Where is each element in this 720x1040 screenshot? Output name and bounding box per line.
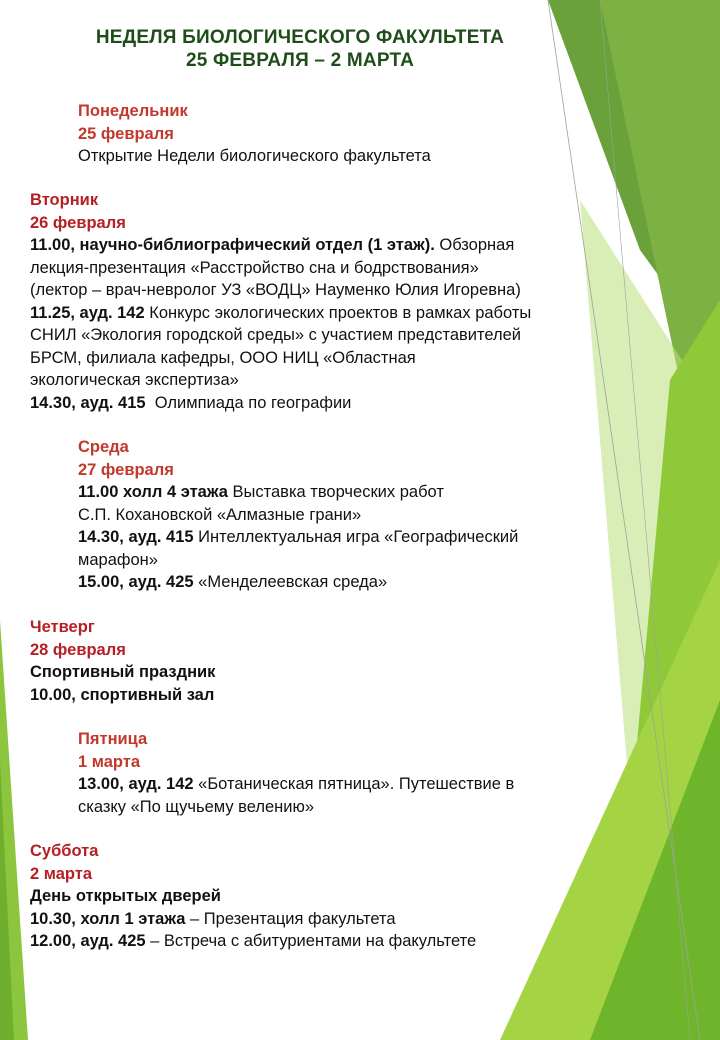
- day-friday: [78, 728, 514, 818]
- event-3: [30, 930, 476, 953]
- event-text: Конкурс экологических проектов в рамках работы: [144, 303, 532, 322]
- day-date: 26 февраля: [30, 213, 126, 232]
- day-date: 2 марта: [30, 864, 93, 883]
- event-text: «Менделеевская среда»: [193, 573, 388, 591]
- event-time-place: 12.00, ауд. 425: [30, 932, 146, 950]
- event-text-line: С.П. Кохановской «Алмазные грани»: [78, 505, 362, 524]
- event-1: [30, 234, 531, 257]
- event-3: [30, 392, 531, 415]
- event-text: Выставка творческих работ: [227, 483, 444, 501]
- event-time-place: 15.00, ауд. 425: [78, 573, 194, 591]
- event-text: Интеллектуальная игра «Географический: [193, 528, 519, 546]
- event-2: [78, 526, 518, 549]
- day-date: 27 февраля: [78, 460, 174, 479]
- event-time-place: 13.00, ауд. 142: [78, 775, 194, 793]
- title-line-1: НЕДЕЛЯ БИОЛОГИЧЕСКОГО ФАКУЛЬТЕТА: [95, 27, 505, 48]
- event-time-place: 14.30, ауд. 415: [30, 393, 146, 412]
- day-name: Четверг: [30, 618, 95, 636]
- event-text: – Презентация факультета: [185, 909, 396, 928]
- event-text: Обзорная: [434, 236, 515, 254]
- event-text-line: сказку «По щучьему велению»: [78, 797, 315, 816]
- event-time-place: 11.00, научно-библиографический отдел (1 этаж).: [30, 236, 435, 254]
- event-text: Открытие Недели биологического факультета: [78, 147, 431, 165]
- day-thursday: [30, 616, 215, 706]
- event-text-line: марафон»: [78, 550, 158, 569]
- event-text-line: лекция-презентация «Расстройство сна и бодрствования»: [30, 258, 479, 277]
- event-time-place: 14.30, ауд. 415: [78, 528, 194, 546]
- event-text-line: (лектор – врач-невролог УЗ «ВОДЦ» Науменко Юлия Игоревна): [30, 281, 521, 299]
- day-wednesday: [78, 436, 518, 594]
- day-date: 25 февраля: [78, 124, 174, 143]
- event-1: [78, 773, 514, 796]
- page-title: [0, 26, 600, 72]
- event-time-place: 10.00, спортивный зал: [30, 685, 215, 704]
- day-name: Пятница: [78, 730, 148, 748]
- day-saturday: [30, 840, 476, 953]
- event-text: – Встреча с абитуриентами на факультете: [145, 932, 477, 950]
- event-time-place: 11.25, ауд. 142: [30, 303, 145, 322]
- event-text: «Ботаническая пятница». Путешествие в: [193, 775, 515, 793]
- event-2: [30, 684, 215, 707]
- day-name: Вторник: [30, 191, 99, 209]
- event-text-line: СНИЛ «Экология городской среды» с участием представителей: [30, 326, 522, 344]
- title-line-2: 25 ФЕВРАЛЯ – 2 МАРТА: [185, 50, 415, 71]
- event-3: [78, 571, 518, 594]
- day-name: Понедельник: [78, 102, 188, 120]
- event-1: [30, 885, 476, 908]
- day-tuesday: [30, 189, 531, 414]
- event-text-line: БРСМ, филиала кафедры, ООО НИЦ «Областная: [30, 348, 416, 367]
- event-title: Спортивный праздник: [30, 663, 216, 681]
- event-2: [30, 302, 531, 325]
- event-time-place: 11.00 холл 4 этажа: [78, 483, 228, 501]
- day-monday: [78, 100, 431, 168]
- event-1: [30, 661, 215, 684]
- event-text: Олимпиада по географии: [145, 393, 352, 412]
- event-time-place: 10.30, холл 1 этажа: [30, 909, 186, 928]
- event-text-line: экологическая экспертиза»: [30, 371, 239, 389]
- day-date: 1 марта: [78, 752, 141, 771]
- event-1: [78, 481, 518, 504]
- event-title: День открытых дверей: [30, 887, 221, 905]
- day-name: Суббота: [30, 842, 99, 860]
- day-name: Среда: [78, 438, 129, 456]
- event-2: [30, 908, 476, 931]
- day-date: 28 февраля: [30, 640, 126, 659]
